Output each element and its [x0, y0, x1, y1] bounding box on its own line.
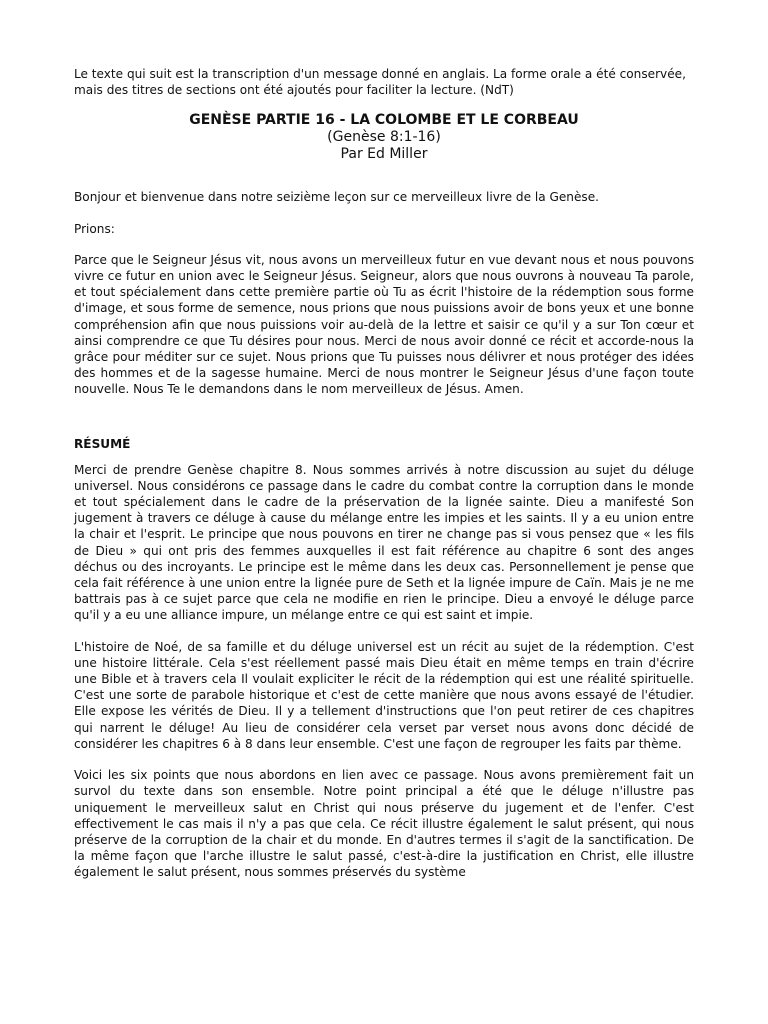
title-block	[74, 112, 694, 163]
author-line: Par Ed Miller	[340, 146, 428, 163]
document-page	[74, 66, 694, 881]
prayer-label: Prions:	[74, 221, 115, 236]
section-heading: RÉSUMÉ	[74, 436, 131, 451]
prayer-paragraph: Parce que le Seigneur Jésus vit, nous avons un merveilleux futur en vue devant nous et nous pouvons vivre ce futur en union avec le Seigneur Jésus. Seigneur, alors que nous ouvrons à nouveau Ta parole, et tout spécialement dans cette première partie où Tu as écrit l'histoire de la rédemption sous forme d'image, et sous forme de semence, nous prions que nous puissions avoir de bons yeux et une bonne compréhension afin que nous puissions voir au-delà de la lettre et saisir ce qu'il y a sur Ton cœur et ainsi comprendre ce que Tu désires pour nous. Merci de nous avoir donné ce récit et accorde-nous la grâce pour méditer sur ce sujet. Nous prions que Tu puisses nous délivrer et nous protéger des idées des hommes et de la sagesse humaine. Merci de nous montrer le Seigneur Jésus d'une façon toute nouvelle. Nous Te le demandons dans le nom merveilleux de Jésus. Amen.	[74, 252, 694, 397]
summary-paragraph-3: Voici les six points que nous abordons en lien avec ce passage. Nous avons premièrement fait un survol du texte dans son ensemble. Notre point principal a été que le déluge n'illustre pas uniquement le merveilleux salut en Christ qui nous préserve du jugement et de l'enfer. C'est effectivement le cas mais il n'y a pas que cela. Ce récit illustre également le salut présent, qui nous préserve de la corruption de la chair et du monde. En d'autres termes il s'agit de la sanctification. De la même façon que l'arche illustre le salut passé, c'est-à-dire la justification en Christ, elle illustre également le salut présent, nous sommes préservés du système	[74, 768, 694, 880]
summary-paragraph-1: Merci de prendre Genèse chapitre 8. Nous sommes arrivés à notre discussion au sujet du déluge universel. Nous considérons ce passage dans le cadre du combat contre la corruption dans le monde et tout spécialement dans le cadre de la préservation de la lignée sainte. Dieu a manifesté Son jugement à travers ce déluge à cause du mélange entre les impies et les saints. Il y a eu union entre la chair et l'esprit. Le principe que nous pouvons en tirer ne change pas si vous pensez que « les fils de Dieu » qui ont pris des femmes auxquelles il est fait référence au chapitre 6 sont des anges déchus ou des incroyants. Le principe est le même dans les deux cas. Personnellement je pense que cela fait référence à une union entre la lignée pure de Seth et la lignée impure de Caïn. Mais je ne me battrais pas à ce sujet parce que cela ne modifie en rien le principe. Dieu a envoyé le déluge parce qu'il y a eu une alliance impure, un mélange entre ce qui est saint et impie.	[74, 462, 694, 623]
scripture-reference: (Genèse 8:1-16)	[327, 129, 441, 146]
summary-paragraph-2: L'histoire de Noé, de sa famille et du déluge universel est un récit au sujet de la rédemption. C'est une histoire littérale. Cela s'est réellement passé mais Dieu était en même temps en train d'écrire une Bible et à travers cela Il voulait expliciter le récit de la rédemption qui est une réalité spirituelle. C'est une sorte de parabole historique et c'est de cette manière que nous avons essayé de l'étudier. Elle expose les vérités de Dieu. Il y a tellement d'instructions que l'on peut retirer de ces chapitres qui narrent le déluge! Au lieu de considérer cela verset par verset nous avons donc décidé de considérer les chapitres 6 à 8 dans leur ensemble. C'est une façon de regrouper les faits par thème.	[74, 639, 694, 751]
welcome-paragraph: Bonjour et bienvenue dans notre seizième leçon sur ce merveilleux livre de la Genèse.	[74, 190, 599, 205]
document-title: GENÈSE PARTIE 16 - LA COLOMBE ET LE CORBEAU	[189, 112, 579, 129]
translator-note: Le texte qui suit est la transcription d'un message donné en anglais. La forme orale a été conservée, mais des titres de sections ont été ajoutés pour faciliter la lecture. (NdT)	[74, 67, 686, 98]
